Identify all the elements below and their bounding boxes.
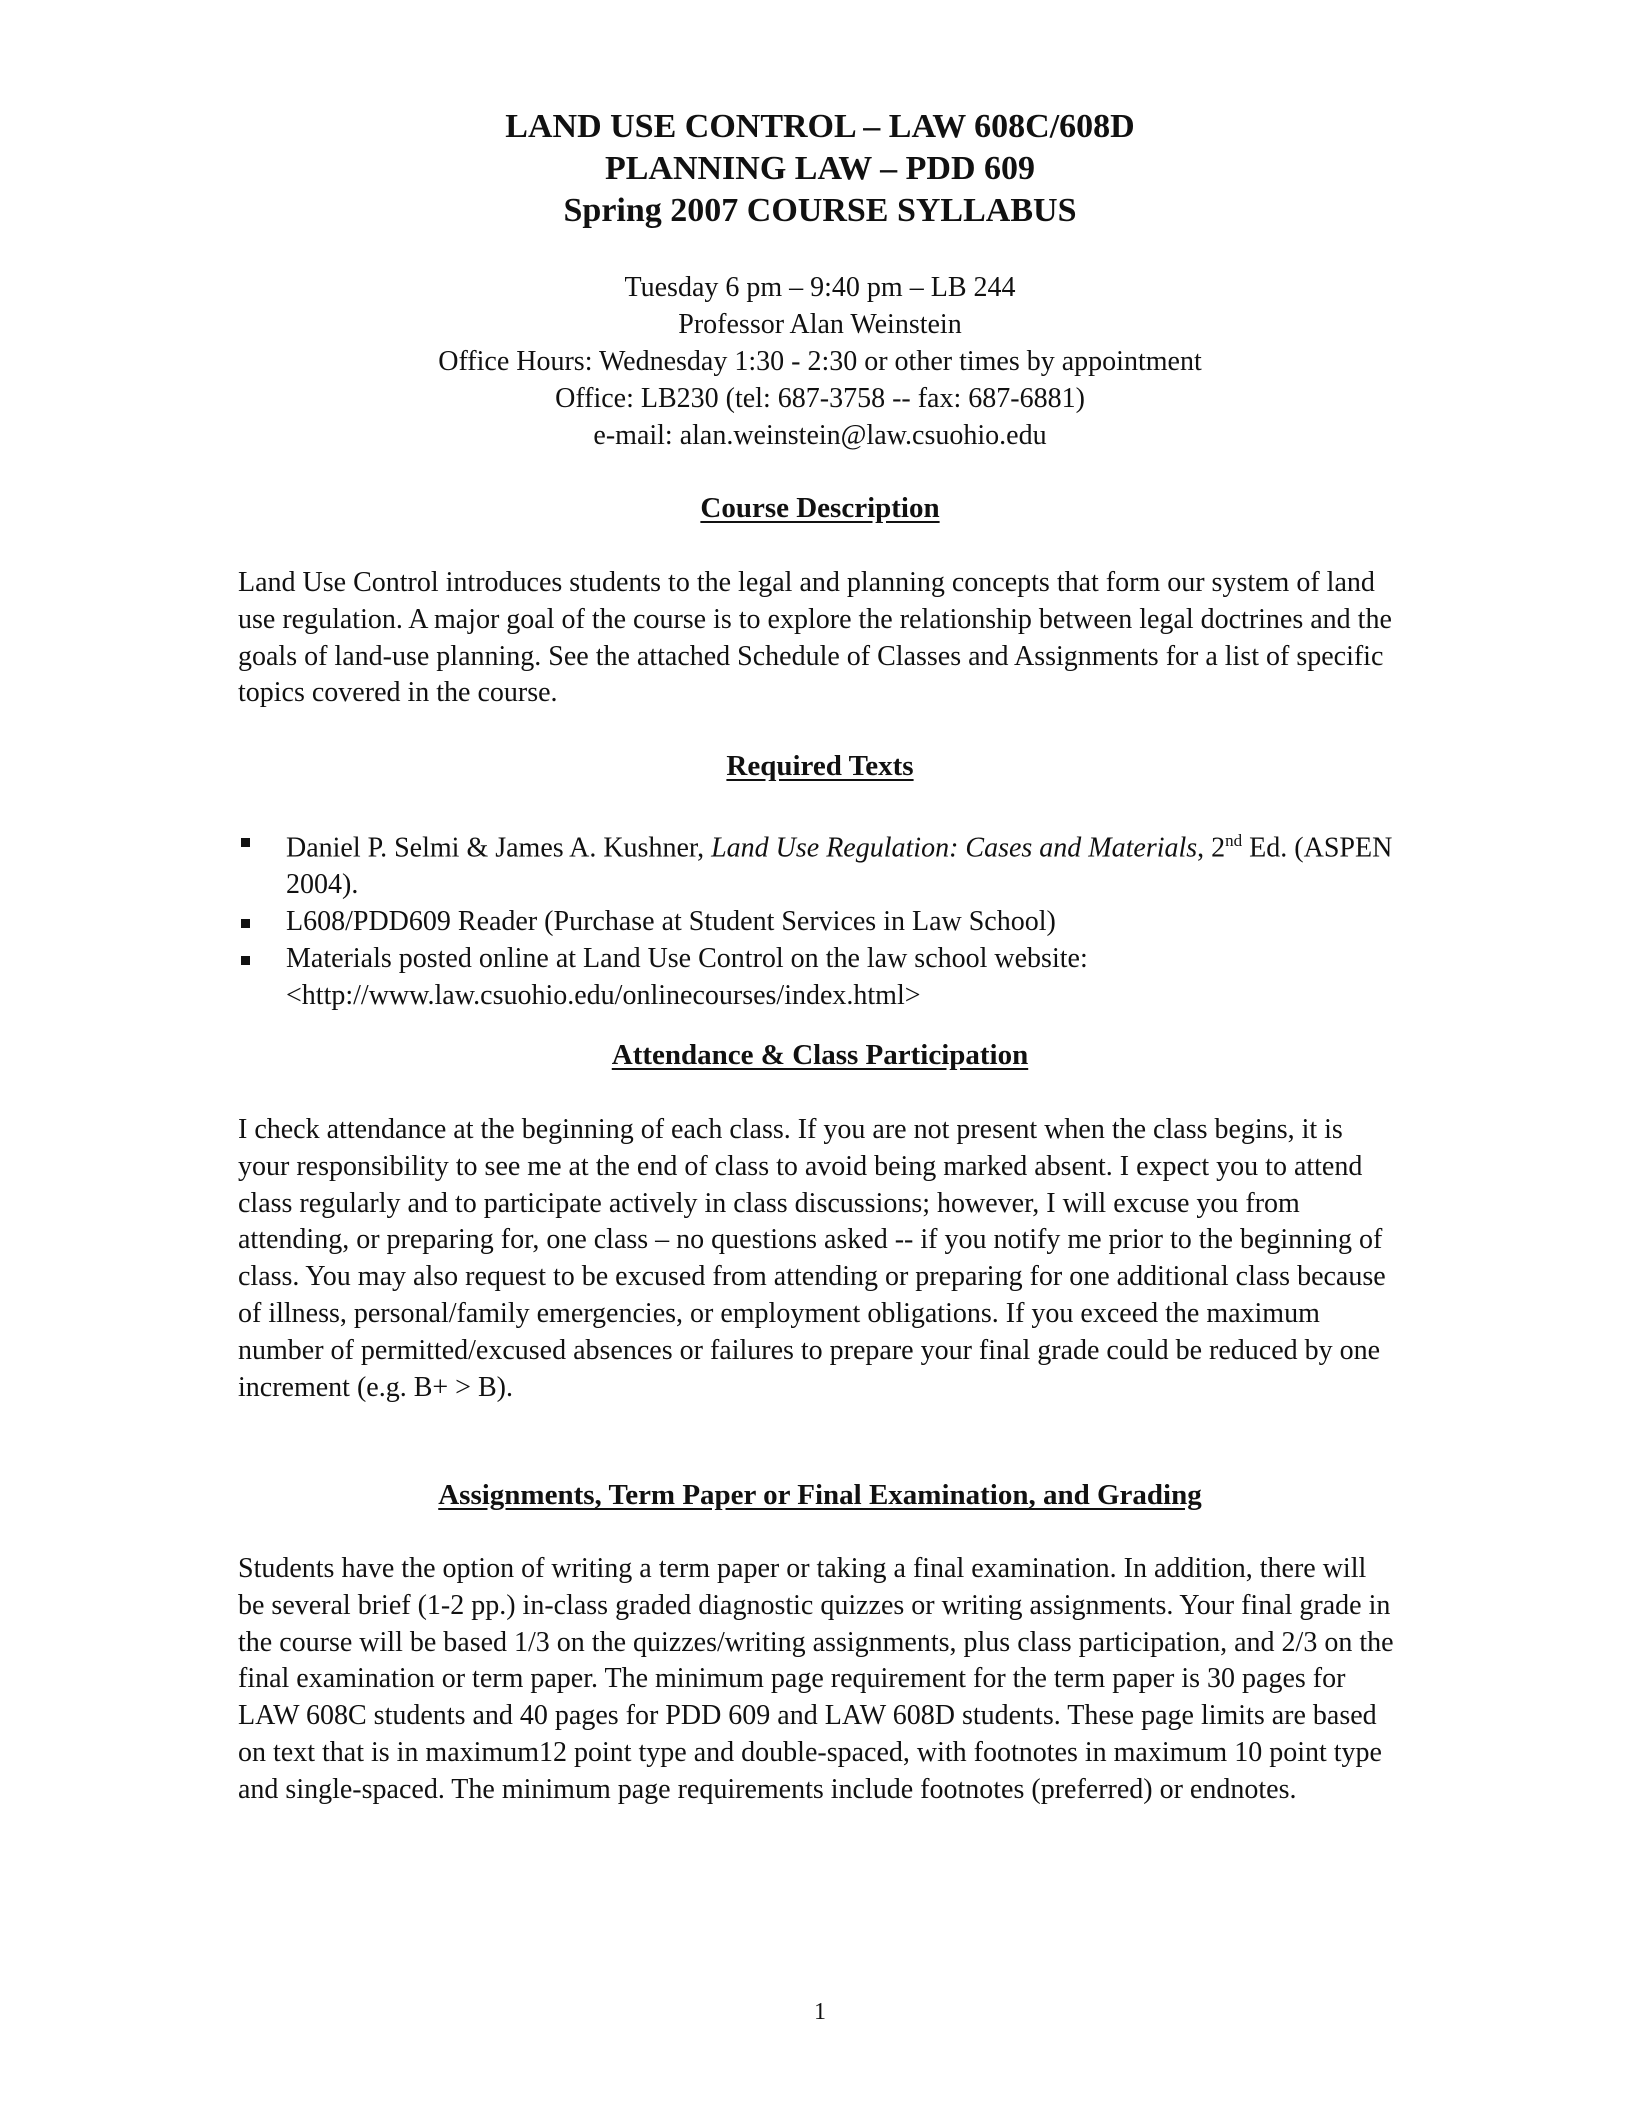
heading-required-texts: Required Texts	[726, 750, 914, 782]
class-time: Tuesday 6 pm – 9:40 pm – LB 244	[624, 272, 1016, 303]
bullet-icon	[241, 919, 250, 928]
title-line-3: Spring 2007 COURSE SYLLABUS	[563, 192, 1077, 229]
list-item: L608/PDD609 Reader (Purchase at Student Services in Law School)	[238, 904, 1418, 941]
title-line-2: PLANNING LAW – PDD 609	[604, 150, 1036, 187]
heading-course-description: Course Description	[700, 492, 940, 524]
office-hours: Office Hours: Wednesday 1:30 - 2:30 or other times by appointment	[438, 346, 1202, 377]
list-item: Daniel P. Selmi & James A. Kushner, Land Use Regulation: Cases and Materials, 2nd Ed. (ASPEN 2004).	[238, 823, 1418, 904]
title-line-1: LAND USE CONTROL – LAW 608C/608D	[505, 108, 1135, 145]
bullet-icon	[241, 838, 250, 847]
page-number: 1	[814, 1999, 826, 2025]
required-texts-list	[238, 823, 1418, 1014]
grading-text: Students have the option of writing a term paper or taking a final examination. In addition, there will be several brief (1-2 pp.) in-class graded diagnostic quizzes or writing assignments. Your final grade in the course will be based 1/3 on the quizzes/writing assignments, plus class participation, and 2/3 on the final examination or term paper. The minimum page requirement for the term paper is 30 pages for LAW 608C students and 40 pages for PDD 609 and LAW 608D students. These page limits are based on text that is in maximum12 point type and double-spaced, with footnotes in maximum 10 point type and single-spaced. The minimum page requirements include footnotes (preferred) or endnotes.	[238, 1553, 1394, 1805]
course-info	[0, 269, 1640, 454]
document-title	[0, 106, 1640, 232]
website-link[interactable]: <http://www.law.csuohio.edu/onlinecourses/index.html>	[286, 979, 921, 1011]
attendance-text: I check attendance at the beginning of each class. If you are not present when the class begins, it is your responsibility to see me at the end of class to avoid being marked absent. I expect you to attend class regularly and to participate actively in class discussions; however, I will excuse you from attending, or preparing for, one class – no questions asked -- if you notify me prior to the beginning of class. You may also request to be excused from attending or preparing for one additional class because of illness, personal/family emergencies, or employment obligations. If you exceed the maximum number of permitted/excused absences or failures to prepare your final grade could be reduced by one increment (e.g. B+ > B).	[238, 1114, 1386, 1403]
book-title: Land Use Regulation: Cases and Materials	[711, 832, 1198, 864]
list-item: Materials posted online at Land Use Control on the law school website: <http://www.law.csuohio.edu/onlinecourses/index.html>	[238, 941, 1418, 1015]
professor-name: Professor Alan Weinstein	[678, 309, 962, 340]
bullet-icon	[241, 956, 250, 965]
course-description-text: Land Use Control introduces students to the legal and planning concepts that form our system of land use regulation. A major goal of the course is to explore the relationship between legal doctrines and the goals of land-use planning. See the attached Schedule of Classes and Assignments for a list of specific topics covered in the course.	[238, 567, 1392, 709]
office-contact: Office: LB230 (tel: 687-3758 -- fax: 687-6881)	[555, 383, 1085, 414]
email-line: e-mail: alan.weinstein@law.csuohio.edu	[593, 420, 1047, 451]
heading-attendance: Attendance & Class Participation	[611, 1039, 1029, 1071]
heading-grading: Assignments, Term Paper or Final Examination, and Grading	[438, 1479, 1202, 1511]
